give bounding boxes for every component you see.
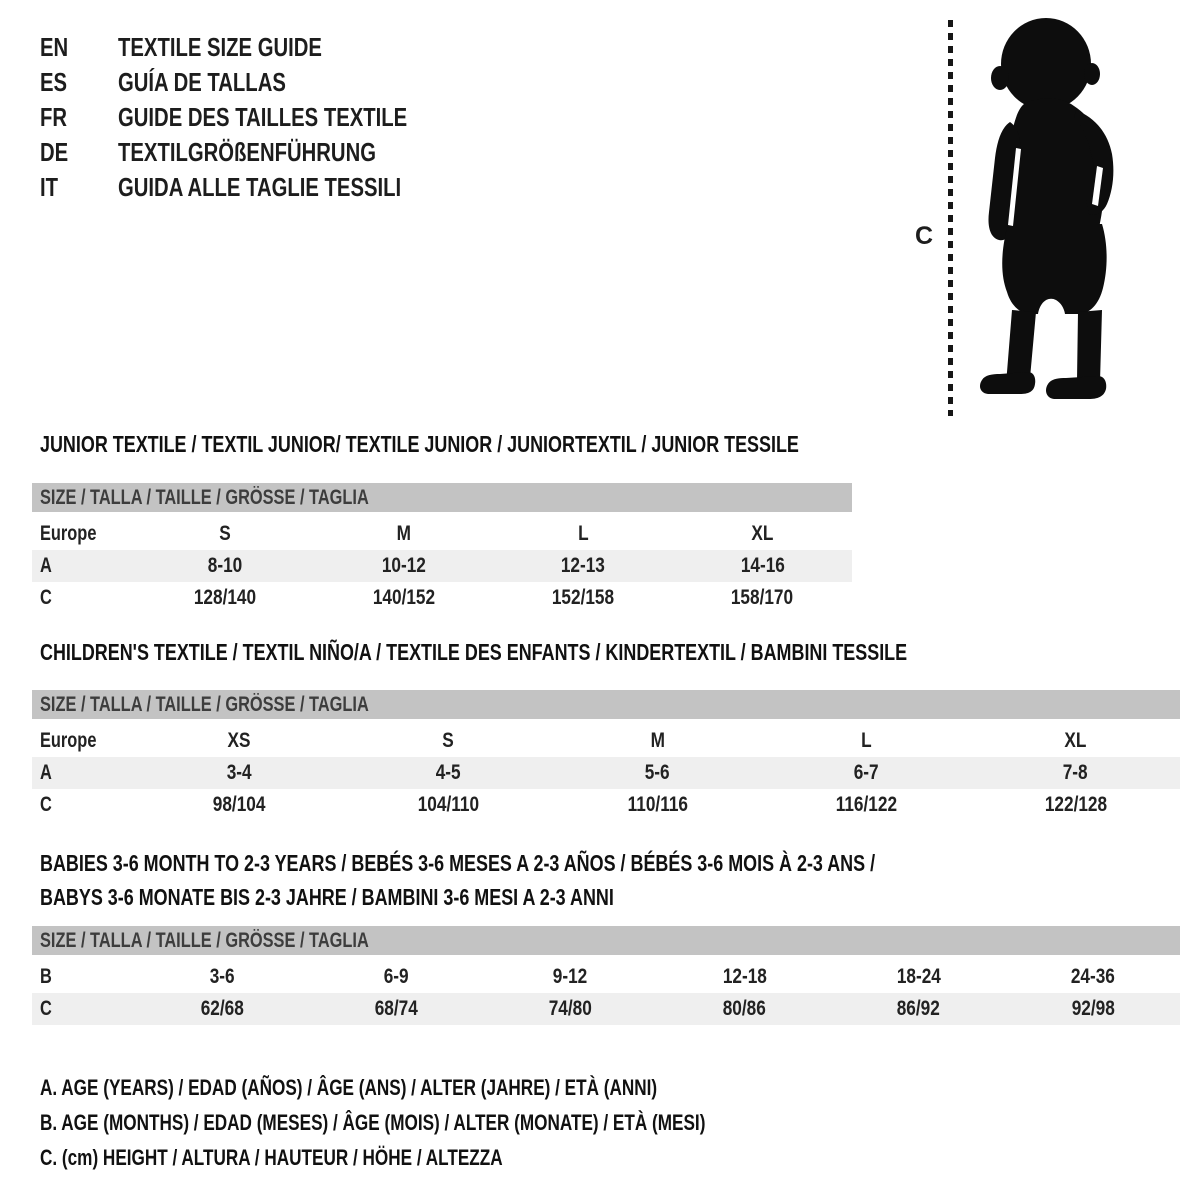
children-size-table [32, 690, 1180, 821]
table-cell: L [861, 729, 872, 752]
height-measure-line [948, 20, 953, 416]
table-cell: 3-4 [227, 761, 252, 784]
guide-title: TEXTILGRÖßENFÜHRUNG [118, 137, 376, 167]
height-measure-label: C [915, 222, 934, 250]
table-cell: S [218, 522, 231, 545]
language-code: ES [40, 67, 68, 97]
guide-title: TEXTILE SIZE GUIDE [118, 32, 322, 62]
language-code: DE [40, 137, 69, 167]
table-cell: 7-8 [1063, 761, 1088, 784]
table-cell: 3-6 [209, 965, 235, 988]
legend [40, 1070, 893, 1175]
table-cell: 10-12 [381, 554, 426, 577]
table-cell: S [442, 729, 455, 752]
table-cell: 4-5 [436, 761, 461, 784]
row-label: C [40, 997, 52, 1020]
table-row [32, 725, 1180, 757]
section-title-children [40, 639, 1152, 666]
row-label: A [40, 761, 52, 784]
section-title-junior [40, 431, 1013, 458]
section-title-text: BABIES 3-6 MONTH TO 2-3 YEARS / BEBÉS 3-6 MESES A 2-3 AÑOS / BÉBÉS 3-6 MOIS À 2-3 ANS / [40, 849, 876, 876]
size-header-text: SIZE / TALLA / TAILLE / GRÖSSE / TAGLIA [40, 928, 369, 952]
table-cell: 86/92 [897, 997, 941, 1020]
language-code: EN [40, 32, 69, 62]
table-cell: 24-36 [1070, 965, 1115, 988]
table-cell: 5-6 [645, 761, 670, 784]
guide-title: GUIDA ALLE TAGLIE TESSILI [118, 172, 402, 202]
table-cell: 8-10 [207, 554, 242, 577]
language-row [40, 30, 489, 65]
table-cell: XL [1064, 729, 1087, 752]
toddler-silhouette-icon [965, 16, 1137, 416]
table-cell: XL [751, 522, 774, 545]
row-label: A [40, 554, 52, 577]
table-cell: 80/86 [723, 997, 767, 1020]
section-title-text: CHILDREN'S TEXTILE / TEXTIL NIÑO/A / TEXTILE DES ENFANTS / KINDERTEXTIL / BAMBINI TESSILE [40, 639, 908, 665]
table-cell: 74/80 [548, 997, 592, 1020]
table-cell: M [396, 522, 412, 545]
section-title-text: BABYS 3-6 MONATE BIS 2-3 JAHRE / BAMBINI 3-6 MESI A 2-3 ANNI [40, 883, 614, 910]
table-rows [32, 961, 1180, 1025]
table-cell: L [577, 522, 589, 545]
table-cell: 62/68 [200, 997, 244, 1020]
table-cell: 14-16 [740, 554, 785, 577]
babies-size-table [32, 926, 1180, 1025]
legend-line-a: A. AGE (YEARS) / EDAD (AÑOS) / ÂGE (ANS) / ALTER (JAHRE) / ETÀ (ANNI) [40, 1074, 658, 1100]
table-cell: 12-13 [561, 554, 606, 577]
table-cell: 104/110 [417, 793, 480, 816]
language-code: FR [40, 102, 68, 132]
row-label: C [40, 793, 52, 816]
table-row [32, 789, 1180, 821]
language-row [40, 100, 489, 135]
table-rows [32, 725, 1180, 821]
guide-title: GUÍA DE TALLAS [118, 67, 286, 97]
table-row [32, 518, 852, 550]
table-cell: 152/158 [551, 586, 615, 609]
table-row [32, 757, 1180, 789]
section-title-babies [40, 846, 1111, 914]
size-header-text: SIZE / TALLA / TAILLE / GRÖSSE / TAGLIA [40, 485, 369, 509]
language-row [40, 65, 489, 100]
table-cell: 92/98 [1071, 997, 1115, 1020]
guide-title: GUIDE DES TAILLES TEXTILE [118, 102, 408, 132]
table-row [32, 550, 852, 582]
table-cell: 6-9 [383, 965, 409, 988]
row-label: Europe [40, 729, 97, 752]
size-header-bar [32, 690, 1180, 719]
table-cell: 6-7 [854, 761, 879, 784]
size-header-text: SIZE / TALLA / TAILLE / GRÖSSE / TAGLIA [40, 692, 369, 716]
table-cell: 110/116 [627, 793, 688, 816]
table-cell: 122/128 [1044, 793, 1107, 816]
table-cell: 116/122 [835, 793, 898, 816]
table-row [32, 961, 1180, 993]
table-cell: 158/170 [731, 586, 794, 609]
table-cell: M [650, 729, 665, 752]
table-cell: 9-12 [553, 965, 588, 988]
table-row [32, 993, 1180, 1025]
junior-size-table [32, 483, 852, 614]
table-rows [32, 518, 852, 614]
section-title-text: JUNIOR TEXTILE / TEXTIL JUNIOR/ TEXTILE JUNIOR / JUNIORTEXTIL / JUNIOR TESSILE [40, 431, 799, 457]
size-header-bar [32, 926, 1180, 955]
table-cell: 128/140 [193, 586, 256, 609]
table-cell: 68/74 [374, 997, 418, 1020]
row-label: B [40, 965, 52, 988]
language-row [40, 170, 489, 205]
legend-line-c: C. (cm) HEIGHT / ALTURA / HAUTEUR / HÖHE / ALTEZZA [40, 1144, 503, 1170]
table-cell: 140/152 [372, 586, 435, 609]
language-row [40, 135, 489, 170]
table-cell: 18-24 [896, 965, 941, 988]
table-cell: 98/104 [213, 793, 266, 816]
table-row [32, 582, 852, 614]
row-label: Europe [40, 522, 97, 545]
table-cell: 12-18 [722, 965, 767, 988]
row-label: C [40, 586, 52, 609]
language-code: IT [40, 172, 59, 202]
legend-line-b: B. AGE (MONTHS) / EDAD (MESES) / ÂGE (MOIS) / ALTER (MONATE) / ETÀ (MESI) [40, 1109, 706, 1135]
size-header-bar [32, 483, 852, 512]
language-title-list [40, 30, 489, 205]
table-cell: XS [228, 729, 251, 752]
